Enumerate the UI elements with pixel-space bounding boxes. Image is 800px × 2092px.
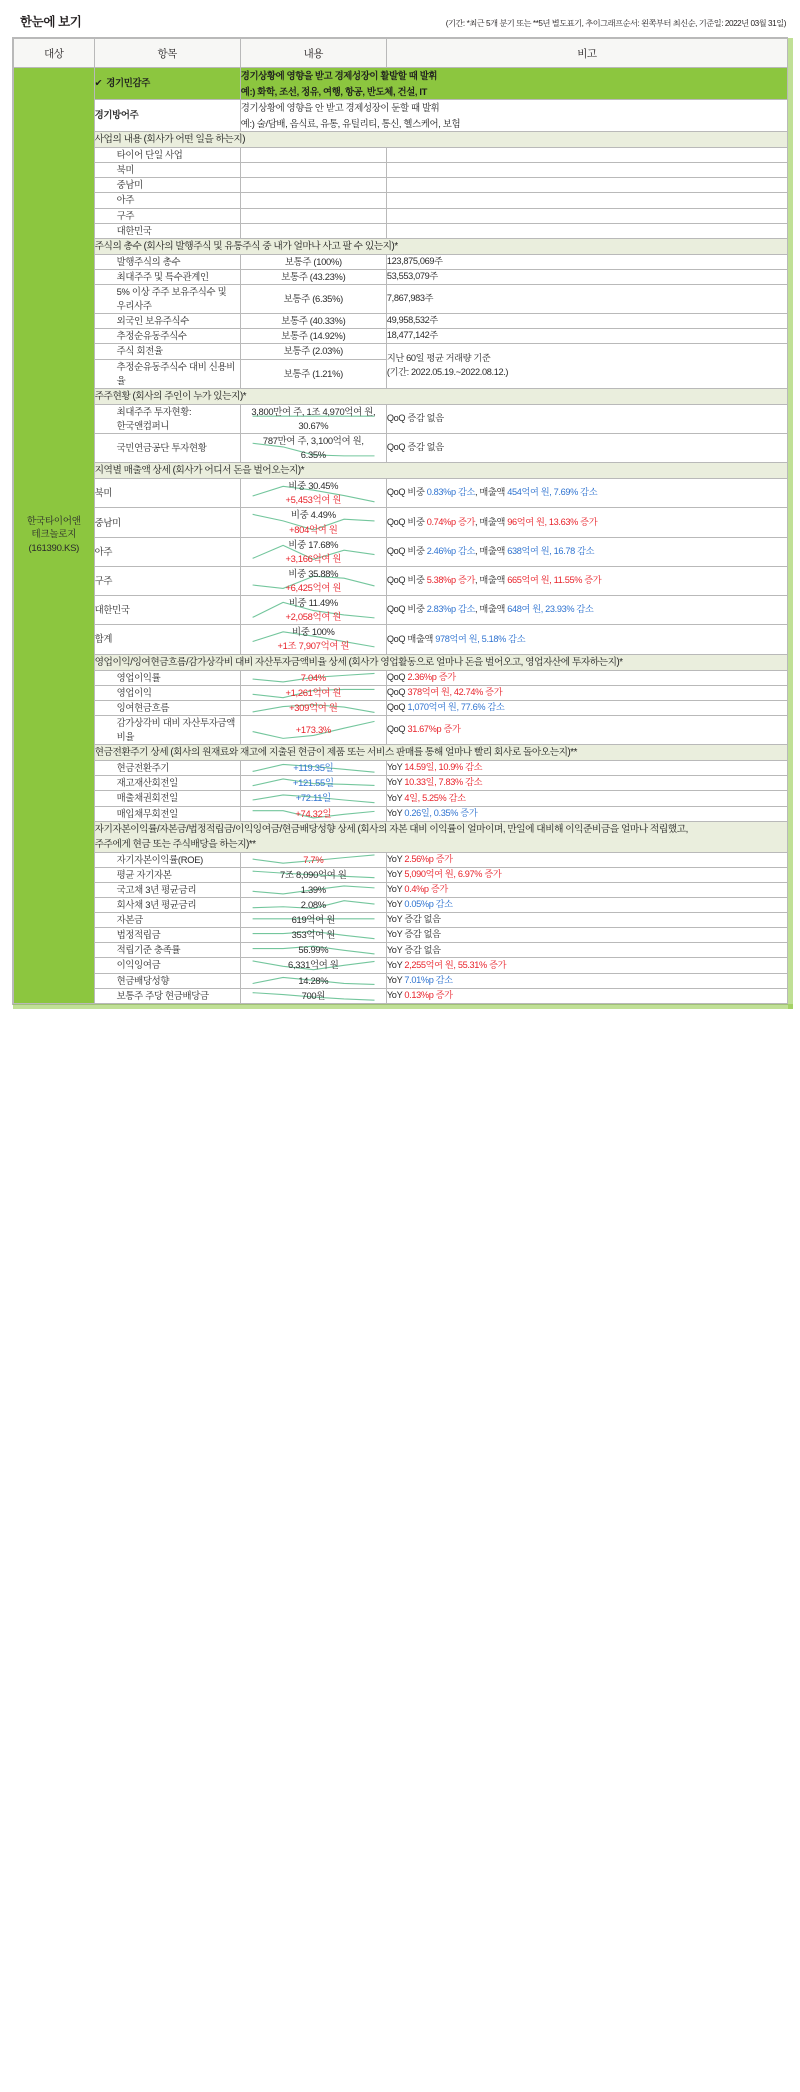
item-line: 최대주주 투자현황: (116, 405, 192, 417)
row-profit-item-cell: 영업이익률 (94, 670, 240, 685)
value-line-top: 비중 30.45% (288, 480, 339, 492)
shares-item-cell (94, 314, 240, 329)
row-regional (14, 566, 788, 595)
note-fragment: , 매출액 (475, 575, 508, 586)
row-profit (14, 700, 788, 715)
row-equity-item-cell: 현금배당성향 (94, 973, 240, 988)
row-shares (14, 254, 788, 269)
row-profit-note-cell: QoQ 31.67%p 증가 (386, 715, 787, 744)
titlebar (12, 10, 788, 37)
row-regional (14, 537, 788, 566)
value-line-bottom: +2,058억여 원 (285, 611, 342, 623)
note-fragment: 2.36%p 증가 (407, 671, 456, 682)
holders-note-cell: QoQ 증감 없음 (386, 434, 787, 463)
row-ccc-content-cell (240, 776, 386, 791)
note-fragment: 2.83%p 감소 (426, 604, 476, 615)
band-business (14, 132, 788, 148)
row-equity-value: 14.28% (298, 974, 329, 986)
row-equity (14, 882, 788, 897)
item-line: 최대주주 및 특수관계인 (116, 270, 209, 282)
page-title: 한눈에 보기 (20, 15, 82, 29)
row-equity-note-cell: YoY 증감 없음 (386, 943, 787, 958)
regional-item-cell: 합계 (94, 625, 240, 654)
band-ccc (14, 745, 788, 761)
row-profit (14, 715, 788, 744)
row-ccc-value: +121.55일 (292, 777, 334, 789)
regional-note-cell: QoQ 비중 2.46%p 감소, 매출액 638억여 원, 16.78 감소 (386, 537, 787, 566)
business-content-cell (240, 223, 386, 238)
business-item-cell: 중남미 (94, 178, 240, 193)
row-equity-item-cell: 적립기준 충족률 (94, 943, 240, 958)
row-profit-content-cell (240, 670, 386, 685)
target-company-cell (14, 68, 95, 1004)
business-note-cell (386, 193, 787, 208)
note-fragment: , 매출액 (475, 487, 508, 498)
note-fragment: 378억여 원, 42.74% 증가 (407, 686, 503, 697)
item-line: 5% 이상 주주 보유주식수 및 (116, 286, 227, 297)
band-profit-cell: 영업이익/잉여현금흐름/감가상각비 대비 자산투자금액비율 상세 (회사가 영업활동으로 얼마나 돈을 벌어오고, 영업자산에 투자하는지)* (94, 654, 787, 670)
row-business (14, 193, 788, 208)
report-page (0, 0, 800, 1017)
band-profit (14, 654, 788, 670)
business-content-cell (240, 193, 386, 208)
shares-note-cell: 7,867,983주 (386, 285, 787, 314)
note-fragment: 0.26일, 0.35% 증가 (404, 807, 478, 818)
row-equity-content-cell (240, 973, 386, 988)
row-ccc-note-cell: YoY 4일, 5.25% 감소 (386, 791, 787, 806)
column-header-3: 비고 (386, 39, 787, 68)
note-fragment: 10.33일, 7.83% 감소 (404, 777, 483, 788)
regional-item-cell: 구주 (94, 566, 240, 595)
check-icon: ✔ (94, 77, 103, 89)
shares-note-cell: 49,958,532주 (386, 314, 787, 329)
note-fragment: 0.13%p 증가 (404, 989, 453, 1000)
row-profit-value: +173.3% (295, 723, 331, 735)
row-equity-note-cell: YoY 0.13%p 증가 (386, 988, 787, 1003)
row-equity-value: 619억여 원 (291, 914, 335, 926)
defensive-label-cell: 경기방어주 (94, 100, 240, 132)
row-business (14, 148, 788, 163)
shares-note-cell: 18,477,142주 (386, 329, 787, 344)
row-equity-item-cell: 보통주 주당 현금배당금 (94, 988, 240, 1003)
row-equity-value: 700원 (301, 989, 326, 1001)
row-equity-value: 56.99% (298, 944, 329, 956)
note-fragment: , 매출액 (475, 604, 508, 615)
row-equity-content-cell (240, 882, 386, 897)
row-profit (14, 685, 788, 700)
row-business (14, 178, 788, 193)
band-regional-cell: 지역별 매출액 상세 (회사가 어디서 돈을 벌어오는지)* (94, 463, 787, 479)
note-fragment: 14.59일, 10.9% 감소 (404, 762, 483, 773)
regional-item-cell: 중남미 (94, 508, 240, 537)
regional-content-cell (240, 508, 386, 537)
band-equity (14, 821, 788, 852)
shares-note-cell: 123,875,069주 (386, 254, 787, 269)
row-regional (14, 625, 788, 654)
row-regional (14, 596, 788, 625)
regional-item-cell: 대한민국 (94, 596, 240, 625)
business-item-cell: 구주 (94, 208, 240, 223)
row-equity-content-cell (240, 928, 386, 943)
business-content-cell (240, 178, 386, 193)
row-equity (14, 913, 788, 928)
note-fragment: 638억여 원, 16.78 감소 (507, 545, 595, 556)
shares-content-cell: 보통주 (43.23%) (240, 269, 386, 284)
business-item-cell: 타이어 단일 사업 (94, 148, 240, 163)
row-business (14, 163, 788, 178)
holders-value (241, 434, 386, 462)
row-ccc-value: +74.32일 (295, 807, 332, 819)
band-equity-cell (94, 821, 787, 852)
holders-item-cell (94, 434, 240, 463)
table-frame (12, 37, 788, 1005)
row-equity-item-cell: 자기자본이익률(ROE) (94, 852, 240, 867)
note-fragment: 2,255억여 원, 55.31% 증가 (404, 959, 507, 970)
regional-item-cell: 아주 (94, 537, 240, 566)
table-header-row (14, 39, 788, 68)
row-ccc-content-cell (240, 791, 386, 806)
row-equity-note-cell: YoY 0.4%p 증가 (386, 882, 787, 897)
note-fragment: 31.67%p 증가 (407, 724, 461, 735)
regional-value (241, 538, 386, 566)
row-ccc (14, 761, 788, 776)
regional-value (241, 508, 386, 536)
regional-value (241, 596, 386, 624)
row-ccc-note-cell: YoY 14.59일, 10.9% 감소 (386, 761, 787, 776)
description-line: 경기상황에 영향을 안 받고 경제성장이 둔할 때 발휘 (240, 102, 440, 114)
shares-content-cell: 보통주 (2.03%) (240, 344, 386, 359)
row-equity-item-cell: 법정적립금 (94, 928, 240, 943)
row-shares (14, 344, 788, 359)
value-line: 3,800만여 주, 1조 4,970억여 원, (251, 405, 376, 417)
regional-content-cell (240, 625, 386, 654)
business-note-cell (386, 223, 787, 238)
row-equity-item-cell: 자본금 (94, 913, 240, 928)
row-profit-note-cell: QoQ 378억여 원, 42.74% 증가 (386, 685, 787, 700)
row-equity-value: 6,331억여 원 (288, 959, 339, 971)
regional-note-cell: QoQ 비중 2.83%p 감소, 매출액 648여 원, 23.93% 감소 (386, 596, 787, 625)
note-fragment: 978억여 원, 5.18% 감소 (435, 633, 526, 644)
shares-note-cell: 53,553,079주 (386, 269, 787, 284)
band-shares (14, 238, 788, 254)
value-line: 787만여 주, 3,100억여 원, (262, 435, 364, 447)
row-equity (14, 898, 788, 913)
period-note: (기간: *최근 5개 분기 또는 **5년 별도표기, 추이그래프순서: 왼쪽부터 최신순, 기준일: 2022년 03월 31일) (445, 19, 786, 28)
value-line-top: 비중 17.68% (288, 538, 339, 550)
value-line-top: 비중 4.49% (290, 509, 336, 521)
value-line: 6.35% (300, 449, 326, 461)
row-ccc-content-cell (240, 761, 386, 776)
note-fragment: 454억여 원, 7.69% 감소 (507, 487, 598, 498)
row-equity (14, 988, 788, 1003)
business-content-cell (240, 148, 386, 163)
note-fragment: 7.01%p 감소 (404, 974, 453, 985)
holders-value (241, 405, 386, 433)
row-equity-content-cell (240, 852, 386, 867)
row-equity (14, 943, 788, 958)
row-ccc (14, 791, 788, 806)
item-line: 주식 회전율 (116, 345, 163, 357)
note-fragment: , 매출액 (475, 545, 508, 556)
holders-note-cell: QoQ 증감 없음 (386, 404, 787, 433)
row-shares (14, 329, 788, 344)
item-line: 추정순유동주식수 (116, 330, 187, 342)
row-ccc-item-cell: 매출채권회전일 (94, 791, 240, 806)
item-line: 추정순유동주식수 대비 신용비율 (116, 360, 236, 386)
value-line-top: 비중 35.88% (288, 567, 339, 579)
row-equity (14, 867, 788, 882)
row-shares (14, 285, 788, 314)
value-line-bottom: +804억여 원 (289, 523, 338, 535)
cyclical-label: 경기민감주 (106, 77, 150, 89)
row-shares (14, 269, 788, 284)
regional-content-cell (240, 537, 386, 566)
regional-value (241, 567, 386, 595)
item-line: 외국인 보유주식수 (116, 315, 189, 327)
value-line-bottom: +6,425억여 원 (285, 582, 342, 594)
business-note-cell (386, 163, 787, 178)
shares-item-cell (94, 254, 240, 269)
note-fragment: 0.4%p 증가 (404, 884, 448, 895)
row-defensive (14, 100, 788, 132)
row-holders (14, 434, 788, 463)
row-equity-value: 7.7% (303, 853, 324, 865)
row-holders (14, 404, 788, 433)
business-note-cell (386, 208, 787, 223)
row-profit-value: +309억여 원 (289, 701, 338, 713)
band-line: 자기자본이익률/자본금/법정적립금/이익잉여금/현금배당성향 상세 (회사의 자본 대비 이익률이 얼마이며, 만일에 대비해 이익준비금을 얼마나 적립했고, (94, 823, 688, 835)
row-equity-note-cell: YoY 0.05%p 감소 (386, 898, 787, 913)
holders-content-cell (240, 404, 386, 433)
note-fragment: 2.46%p 감소 (426, 545, 476, 556)
row-equity-item-cell: 이익잉여금 (94, 958, 240, 973)
value-line-bottom: +3,166억여 원 (285, 552, 342, 564)
shares-content-cell: 보통주 (40.33%) (240, 314, 386, 329)
business-item-cell: 아주 (94, 193, 240, 208)
cyclical-description-cell (240, 68, 787, 100)
note-fragment: 648여 원, 23.93% 감소 (507, 604, 594, 615)
note-fragment: 0.05%p 감소 (404, 899, 453, 910)
table-body (14, 39, 788, 1004)
cyclical-label-cell (94, 68, 240, 100)
regional-note-cell: QoQ 비중 5.38%p 증가, 매출액 665억여 원, 11.55% 증가 (386, 566, 787, 595)
column-header-1: 항목 (94, 39, 240, 68)
business-content-cell (240, 163, 386, 178)
regional-note-cell: QoQ 매출액 978억여 원, 5.18% 감소 (386, 625, 787, 654)
regional-value (241, 479, 386, 507)
shares-content-cell: 보통주 (14.92%) (240, 329, 386, 344)
row-equity-value: 7조 8,090억여 원 (280, 868, 347, 880)
column-header-0: 대상 (14, 39, 95, 68)
description-line: 예:) 화학, 조선, 정유, 여행, 항공, 반도체, 건설, IT (240, 85, 428, 97)
row-equity-note-cell: YoY 7.01%p 감소 (386, 973, 787, 988)
item-line: 발행주식의 총수 (116, 255, 181, 267)
company-name-line: 한국타이어앤 (26, 515, 81, 527)
regional-content-cell (240, 479, 386, 508)
band-ccc-cell: 현금전환주기 상세 (회사의 원재료와 재고에 지출된 현금이 제품 또는 서비스 판매를 통해 얼마나 빨리 회사로 돌아오는지)** (94, 745, 787, 761)
note-fragment: 0.83%p 감소 (426, 487, 476, 498)
regional-note-cell: QoQ 비중 0.83%p 감소, 매출액 454억여 원, 7.69% 감소 (386, 479, 787, 508)
band-line: 주주에게 현금 또는 주식배당을 하는지)** (94, 838, 256, 850)
shares-item-cell (94, 269, 240, 284)
row-ccc-content-cell (240, 806, 386, 821)
note-fragment: 1,070억여 원, 77.6% 감소 (407, 701, 505, 712)
band-business-cell: 사업의 내용 (회사가 어떤 일을 하는지) (94, 132, 787, 148)
row-equity-content-cell (240, 958, 386, 973)
band-shares-cell: 주식의 총수 (회사의 발행주식 및 유통주식 중 내가 얼마나 사고 팔 수 있는지)* (94, 238, 787, 254)
value-line-bottom: +1조 7,907억여 원 (277, 640, 350, 652)
row-profit-item-cell: 잉여현금흐름 (94, 700, 240, 715)
row-equity-content-cell (240, 867, 386, 882)
shares-content-cell: 보통주 (1.21%) (240, 359, 386, 388)
description-line: 예:) 술/담배, 음식료, 유통, 유틸리티, 통신, 헬스케어, 보험 (240, 117, 461, 129)
row-ccc-item-cell: 매입채무회전일 (94, 806, 240, 821)
row-business (14, 223, 788, 238)
row-profit-content-cell (240, 700, 386, 715)
row-equity-item-cell: 국고채 3년 평균금리 (94, 882, 240, 897)
row-ccc-item-cell: 현금전환주기 (94, 761, 240, 776)
shares-item-cell (94, 359, 240, 388)
row-profit-item-cell: 감가상각비 대비 자산투자금액비율 (94, 715, 240, 744)
row-equity-value: 353억여 원 (291, 929, 335, 941)
row-ccc-note-cell: YoY 0.26일, 0.35% 증가 (386, 806, 787, 821)
row-equity-note-cell: YoY 증감 없음 (386, 913, 787, 928)
item-line: 우리사주 (116, 300, 152, 312)
row-ccc-note-cell: YoY 10.33일, 7.83% 감소 (386, 776, 787, 791)
regional-note-cell: QoQ 비중 0.74%p 증가, 매출액 96억여 원, 13.63% 증가 (386, 508, 787, 537)
row-equity-item-cell: 평균 자기자본 (94, 867, 240, 882)
business-content-cell (240, 208, 386, 223)
band-regional (14, 463, 788, 479)
shares-merged-note-cell (386, 344, 787, 388)
item-line: 한국앤컴퍼니 (116, 419, 170, 431)
row-profit-value: 7.04% (300, 671, 326, 683)
row-equity-item-cell: 회사채 3년 평균금리 (94, 898, 240, 913)
note-fragment: 665억여 원, 11.55% 증가 (507, 575, 602, 586)
shares-item-cell (94, 285, 240, 314)
column-header-2: 내용 (240, 39, 386, 68)
note-fragment: 4일, 5.25% 감소 (404, 792, 466, 803)
business-note-cell (386, 178, 787, 193)
row-profit-note-cell: QoQ 2.36%p 증가 (386, 670, 787, 685)
row-equity-value: 2.08% (300, 899, 326, 911)
company-name-line: 테크놀로지 (31, 529, 77, 541)
row-equity-note-cell: YoY 증감 없음 (386, 928, 787, 943)
row-ccc (14, 806, 788, 821)
value-line-top: 비중 100% (292, 626, 335, 638)
row-equity-content-cell (240, 898, 386, 913)
item-line: 국민연금공단 투자현황 (116, 442, 207, 454)
row-equity-note-cell: YoY 2,255억여 원, 55.31% 증가 (386, 958, 787, 973)
row-ccc-item-cell: 재고재산회전일 (94, 776, 240, 791)
note-fragment: 5,090억여 원, 6.97% 증가 (404, 868, 502, 879)
note-line: (기간: 2022.05.19.~2022.08.12.) (386, 367, 509, 378)
value-line: 30.67% (298, 419, 329, 431)
business-item-cell: 대한민국 (94, 223, 240, 238)
row-profit (14, 670, 788, 685)
regional-item-cell: 북미 (94, 479, 240, 508)
row-ccc-value: +119.35일 (293, 762, 334, 774)
summary-table (13, 38, 788, 1004)
defensive-description-cell (240, 100, 787, 132)
row-profit-item-cell: 영업이익 (94, 685, 240, 700)
row-equity-value: 1.39% (300, 883, 326, 895)
business-item-cell: 북미 (94, 163, 240, 178)
band-holders (14, 388, 788, 404)
regional-value (241, 625, 386, 653)
holders-content-cell (240, 434, 386, 463)
row-ccc-value: +72.11일 (295, 792, 331, 804)
row-equity (14, 928, 788, 943)
shares-item-cell (94, 344, 240, 359)
note-fragment: 2.56%p 증가 (404, 853, 453, 864)
business-note-cell (386, 148, 787, 163)
row-business (14, 208, 788, 223)
row-ccc (14, 776, 788, 791)
band-holders-cell: 주주현황 (회사의 주인이 누가 있는지)* (94, 388, 787, 404)
row-equity-content-cell (240, 988, 386, 1003)
description-line: 경기상황에 영향을 받고 경제성장이 활발할 때 발휘 (240, 70, 438, 81)
row-equity (14, 958, 788, 973)
shares-content-cell: 보통주 (6.35%) (240, 285, 386, 314)
row-equity (14, 973, 788, 988)
company-name-line: (161390.KS) (28, 543, 80, 555)
row-profit-content-cell (240, 715, 386, 744)
row-equity-note-cell: YoY 5,090억여 원, 6.97% 증가 (386, 867, 787, 882)
row-profit-note-cell: QoQ 1,070억여 원, 77.6% 감소 (386, 700, 787, 715)
holders-item-cell (94, 404, 240, 433)
regional-content-cell (240, 566, 386, 595)
value-line-bottom: +5,453억여 원 (285, 494, 342, 506)
value-line-top: 비중 11.49% (288, 597, 338, 609)
row-shares (14, 314, 788, 329)
shares-item-cell (94, 329, 240, 344)
regional-content-cell (240, 596, 386, 625)
note-fragment: 96억여 원, 13.63% 증가 (507, 516, 598, 527)
row-profit-value: +1,261억여 원 (285, 686, 342, 698)
row-equity (14, 852, 788, 867)
note-fragment: , 매출액 (475, 516, 508, 527)
row-equity-content-cell (240, 943, 386, 958)
note-line: 지난 60일 평균 거래량 기준 (386, 353, 491, 364)
shares-content-cell: 보통주 (100%) (240, 254, 386, 269)
row-profit-content-cell (240, 685, 386, 700)
note-fragment: 0.74%p 증가 (426, 516, 476, 527)
row-equity-note-cell: YoY 2.56%p 증가 (386, 852, 787, 867)
row-regional (14, 479, 788, 508)
row-regional (14, 508, 788, 537)
note-fragment: 5.38%p 증가 (426, 575, 476, 586)
row-cyclical (14, 68, 788, 100)
row-equity-content-cell (240, 913, 386, 928)
